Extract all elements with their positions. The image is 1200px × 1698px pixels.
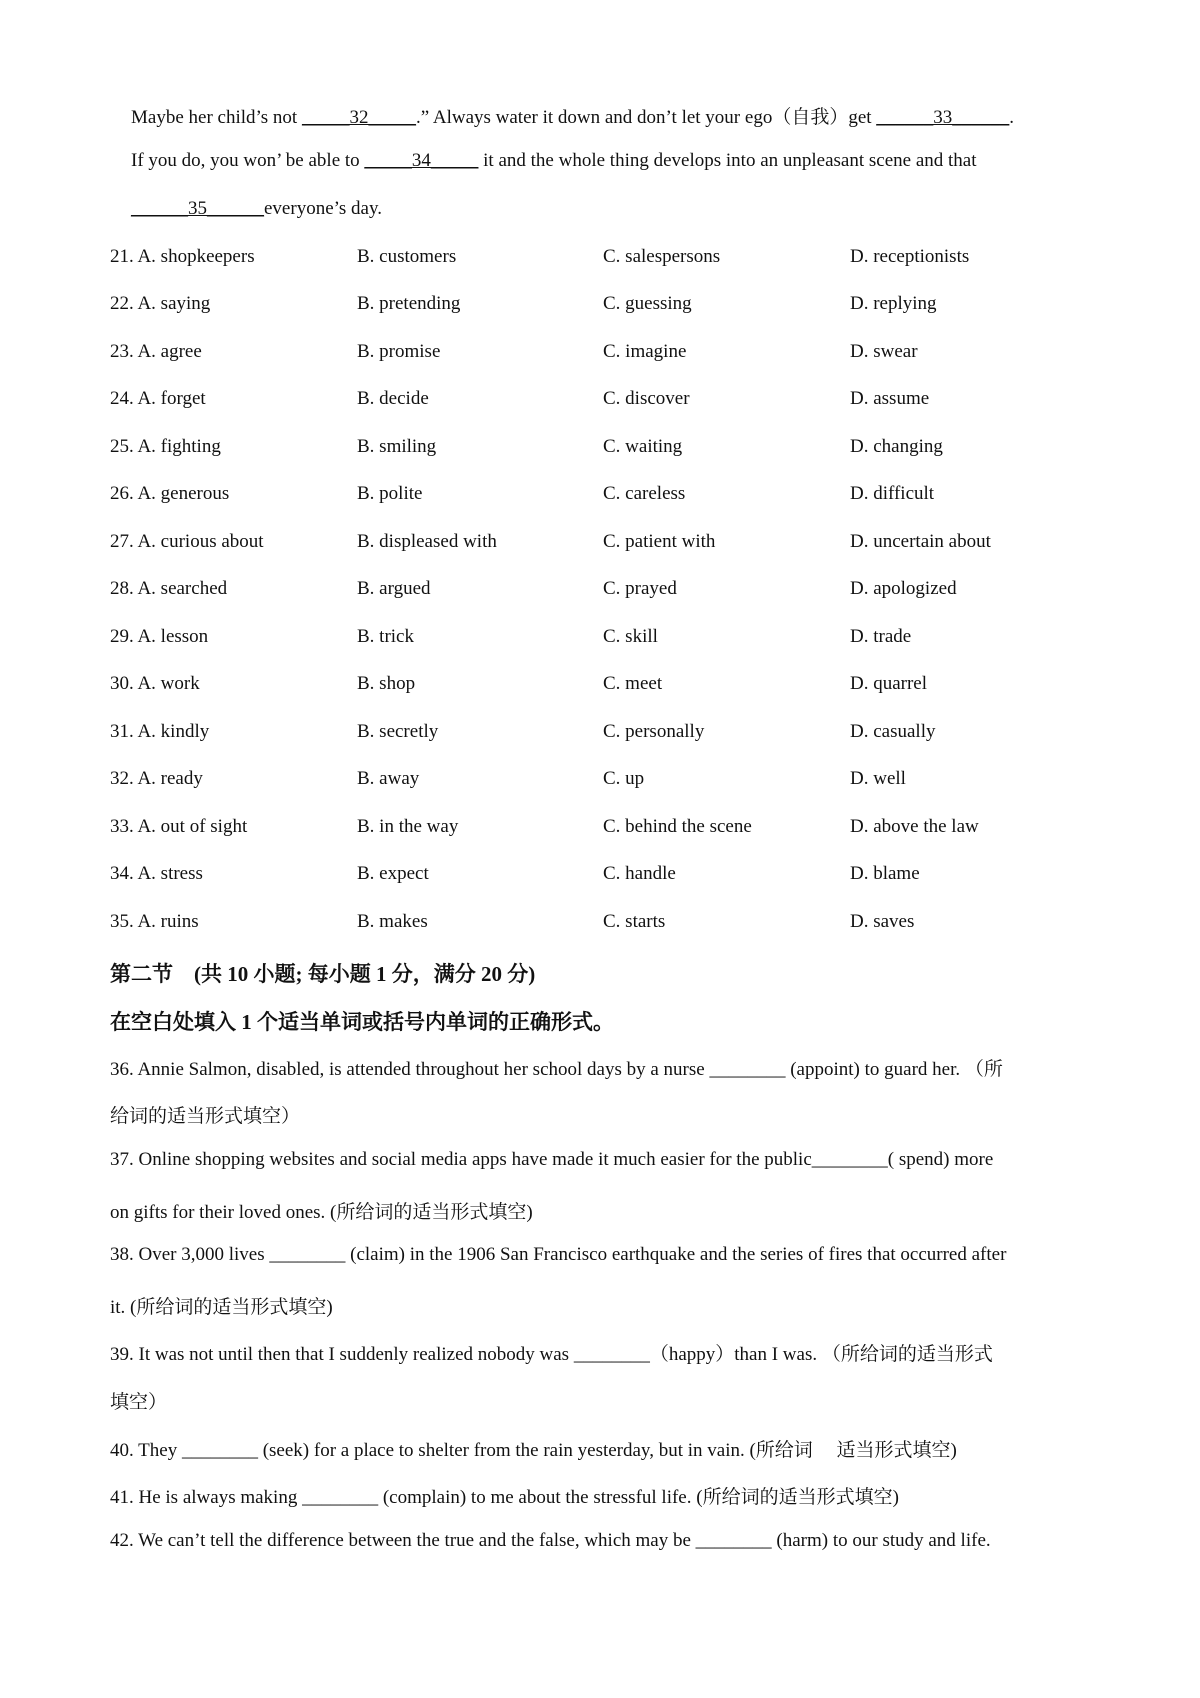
- option-c: C. waiting: [603, 436, 683, 457]
- question-number: 21.: [110, 246, 134, 267]
- question-number: 24.: [110, 388, 134, 409]
- blank-33: ______33______: [876, 107, 1010, 128]
- option-a: A. agree: [137, 341, 202, 362]
- option-c: C. skill: [603, 626, 658, 647]
- passage-text: it and the whole thing develops into an unpleasant scene and that: [478, 150, 977, 171]
- option-c: C. handle: [603, 863, 676, 884]
- option-a: A. work: [137, 673, 200, 694]
- option-d: D. apologized: [850, 578, 957, 599]
- option-a: A. saying: [137, 293, 211, 314]
- option-a: A. fighting: [137, 436, 221, 457]
- passage-text: .” Always water it down and don’t let your ego（自我）get: [415, 107, 877, 128]
- option-c: C. up: [603, 768, 645, 789]
- question-number: 33.: [110, 816, 134, 837]
- option-c: C. personally: [603, 721, 705, 742]
- option-b: B. secretly: [357, 721, 439, 742]
- question-number: 22.: [110, 293, 134, 314]
- question-number: 28.: [110, 578, 134, 599]
- question-row: [110, 531, 264, 553]
- option-d: D. blame: [850, 863, 920, 884]
- option-c: C. imagine: [603, 341, 687, 362]
- option-d: D. assume: [850, 388, 930, 409]
- option-b: B. argued: [357, 578, 431, 599]
- question-row: [110, 626, 208, 648]
- option-a: A. stress: [137, 863, 203, 884]
- option-d: D. above the law: [850, 816, 979, 837]
- option-b: B. makes: [357, 911, 428, 932]
- option-c: C. prayed: [603, 578, 677, 599]
- option-b: B. shop: [357, 673, 416, 694]
- option-a: A. ruins: [137, 911, 199, 932]
- option-a: A. ready: [137, 768, 203, 789]
- passage-text: If you do, you won’ be able to: [131, 150, 365, 171]
- option-d: D. swear: [850, 341, 918, 362]
- option-c: C. patient with: [603, 531, 716, 552]
- option-c: C. salespersons: [603, 246, 721, 267]
- option-c: C. starts: [603, 911, 666, 932]
- fill-item-37-line-2: on gifts for their loved ones. (所给词的适当形式填空): [110, 1202, 533, 1223]
- option-b: B. trick: [357, 626, 414, 647]
- question-row: [110, 673, 200, 695]
- option-b: B. smiling: [357, 436, 437, 457]
- option-b: B. promise: [357, 341, 441, 362]
- blank-32: _____32_____: [301, 107, 416, 128]
- question-number: 25.: [110, 436, 134, 457]
- option-d: D. receptionists: [850, 246, 970, 267]
- question-number: 34.: [110, 863, 134, 884]
- option-a: A. forget: [137, 388, 206, 409]
- fill-item-39-line-2: 填空）: [110, 1392, 168, 1413]
- option-d: D. uncertain about: [850, 531, 991, 552]
- fill-item-38-line-2: it. (所给词的适当形式填空): [110, 1297, 333, 1318]
- option-b: B. displeased with: [357, 531, 497, 552]
- question-row: [110, 388, 206, 410]
- option-a: A. generous: [137, 483, 230, 504]
- question-number: 30.: [110, 673, 134, 694]
- fill-item-39-line-1: 39. It was not until then that I suddenly realized nobody was ________（happy）than I was. （所给词的适当形式: [110, 1344, 993, 1365]
- question-row: [110, 816, 247, 838]
- option-b: B. away: [357, 768, 420, 789]
- option-a: A. shopkeepers: [137, 246, 255, 267]
- fill-item-41: 41. He is always making ________ (complain) to me about the stressful life. (所给词的适当形式填空): [110, 1487, 899, 1508]
- option-b: B. in the way: [357, 816, 459, 837]
- question-number: 26.: [110, 483, 134, 504]
- option-d: D. well: [850, 768, 906, 789]
- option-d: D. trade: [850, 626, 912, 647]
- passage-text: .: [1009, 107, 1015, 128]
- question-number: 32.: [110, 768, 134, 789]
- section-title: 第二节 (共 10 小题; 每小题 1 分，满分 20 分): [110, 962, 536, 986]
- blank-35: ______35______: [131, 198, 264, 219]
- question-row: [110, 721, 209, 743]
- option-d: D. quarrel: [850, 673, 928, 694]
- option-d: D. casually: [850, 721, 936, 742]
- option-c: C. meet: [603, 673, 663, 694]
- option-d: D. difficult: [850, 483, 935, 504]
- option-a: A. out of sight: [137, 816, 248, 837]
- option-b: B. decide: [357, 388, 429, 409]
- question-row: [110, 293, 210, 315]
- question-number: 35.: [110, 911, 134, 932]
- question-row: [110, 436, 221, 458]
- option-d: D. saves: [850, 911, 915, 932]
- option-c: C. guessing: [603, 293, 692, 314]
- question-row: [110, 578, 227, 600]
- passage-line-1: [131, 102, 1099, 129]
- passage-text: Maybe her child’s not: [131, 107, 302, 128]
- option-a: A. kindly: [137, 721, 210, 742]
- question-number: 23.: [110, 341, 134, 362]
- passage-line-3: [131, 198, 382, 220]
- fill-item-42: 42. We can’t tell the difference between the true and the false, which may be ________ (harm) to our study and life.: [110, 1530, 991, 1551]
- question-number: 27.: [110, 531, 134, 552]
- passage-text: everyone’s day.: [264, 198, 382, 219]
- fill-item-38-line-1: 38. Over 3,000 lives ________ (claim) in the 1906 San Francisco earthquake and the series of fires that occurred after: [110, 1244, 1007, 1265]
- question-row: [110, 483, 229, 505]
- fill-item-40: 40. They ________ (seek) for a place to shelter from the rain yesterday, but in vain. (所给词 适当形式填空): [110, 1440, 957, 1461]
- option-c: C. behind the scene: [603, 816, 752, 837]
- fill-item-36-line-1: 36. Annie Salmon, disabled, is attended throughout her school days by a nurse ________ (appoint) to guard her. （所: [110, 1059, 1003, 1080]
- passage-line-2: [131, 150, 977, 172]
- question-number: 31.: [110, 721, 134, 742]
- option-c: C. careless: [603, 483, 686, 504]
- option-b: B. expect: [357, 863, 429, 884]
- fill-item-37-line-1: 37. Online shopping websites and social media apps have made it much easier for the public________( spend) more: [110, 1149, 994, 1170]
- blank-34: _____34_____: [364, 150, 479, 171]
- question-number: 29.: [110, 626, 134, 647]
- option-c: C. discover: [603, 388, 690, 409]
- fill-item-36-line-2: 给词的适当形式填空）: [110, 1106, 301, 1127]
- question-row: [110, 768, 203, 790]
- question-row: [110, 863, 203, 885]
- option-b: B. customers: [357, 246, 457, 267]
- question-row: [110, 246, 255, 268]
- option-d: D. replying: [850, 293, 937, 314]
- option-b: B. polite: [357, 483, 423, 504]
- option-b: B. pretending: [357, 293, 461, 314]
- option-a: A. lesson: [137, 626, 209, 647]
- question-row: [110, 341, 202, 363]
- option-d: D. changing: [850, 436, 943, 457]
- question-row: [110, 911, 199, 933]
- option-a: A. curious about: [137, 531, 264, 552]
- section-instruction: 在空白处填入 1 个适当单词或括号内单词的正确形式。: [110, 1010, 614, 1034]
- option-a: A. searched: [137, 578, 228, 599]
